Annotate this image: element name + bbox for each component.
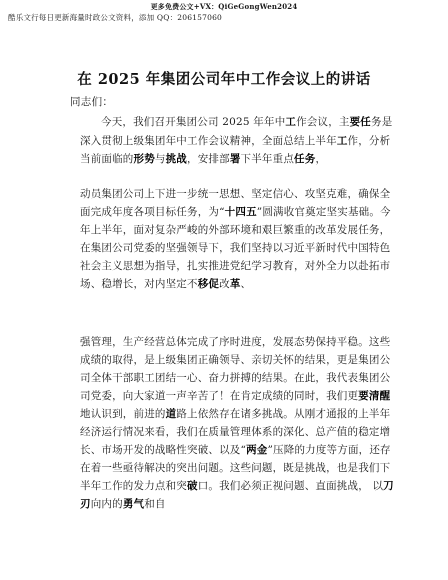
bold-run: 道 [165, 408, 177, 420]
header-source-line: 酷乐文行每日更新海量时政公文资料，添加 QQ：206157060 [8, 13, 223, 22]
text-run: ，安排部 [187, 153, 230, 165]
paragraph-3 [80, 333, 396, 513]
bold-run: 工 [336, 134, 348, 147]
bold-run: 工 [285, 116, 297, 128]
header-promo-line: 更多免费公文+VX：QiGeGongWen2024 [150, 2, 298, 11]
text-run: 与 [154, 153, 166, 165]
text-run: 今天，我们召开集团公司 2025 年年中 [101, 116, 286, 128]
bold-run: 任务 [294, 153, 316, 165]
bold-run: 刀刃 [80, 480, 394, 510]
text-run: 动员集团公司上下进一步统一思想、坚定信心、攻坚克难，确保全面完成年度各项目标任务，为“ [80, 188, 391, 218]
greeting: 同志们： [70, 96, 114, 108]
document-title: 在 2025 年集团公司年中工作会议上的讲话 [77, 71, 371, 88]
bold-run: 十四五 [224, 206, 257, 218]
bold-run: 破 [187, 480, 198, 492]
bold-run: 革 [229, 278, 241, 290]
text-run: 强管理，生产经营总体完成了序时进度，发展态势保持平稳。这些成绩的取得，是上级集团正确领导、亲切关怀的结果，更是集团公司全体干部职工团结一心、奋力拼搏的结果。在此，我代表集团公司党委，向大家道一声辛苦了！在肯定成绩的同时，我们更 [80, 336, 391, 402]
bold-run: 勇气 [122, 498, 145, 510]
text-run: 改 [219, 278, 230, 290]
paragraph-1 [80, 113, 396, 169]
bold-run: 署 [229, 153, 241, 165]
text-run: 作会议，主 [296, 116, 350, 128]
text-run: ， [315, 153, 327, 165]
bold-run: 挑战 [165, 153, 188, 165]
text-run: 下半年重点 [240, 153, 295, 165]
text-run: ”圆满收官奠定坚实基础。今年上半年，面对复杂严峻的外部环境和艰巨繁重的改革发展任务，在集团公司党委的坚强领导下，我们坚持以习近平新时代中国特色社会主义思想为指导，扎实推进党纪学习教育，对外全力以赴拓市场、稳增长，对内坚定不 [80, 206, 391, 290]
bold-run: 移促 [197, 278, 220, 290]
bold-run: 两金 [246, 444, 268, 456]
paragraph-2 [80, 185, 396, 293]
bold-run: 形势 [133, 153, 155, 165]
text-run: 口。我们必须正视问题、直面挑战， 以 [197, 480, 384, 492]
text-run: 务是深入贯彻上级集团年中工作会议精神，全面总结上半年 [80, 116, 393, 147]
text-run: 地认识到，前进的 [80, 408, 166, 420]
text-run: 向内的 [90, 498, 123, 510]
text-run: 路上依然存在诸多挑战。从刚才通报的上半年经济运行情况来看，我们在质量管理体系的深化、总产值的稳定增长、市场开发的战略性突破、以及“ [80, 408, 391, 456]
bold-run: 要任 [349, 116, 372, 128]
text-run: 、 [240, 278, 252, 290]
bold-run: 要清醒 [358, 390, 391, 402]
text-run: ”压降的力度等方面，还存在着一些亟待解决的突出问题。这些问题，既是挑战，也是我们下半年工作的发力点和突 [80, 444, 391, 492]
text-run: 和自 [144, 498, 166, 510]
text-run: 作，分析当前面临的 [80, 134, 391, 165]
